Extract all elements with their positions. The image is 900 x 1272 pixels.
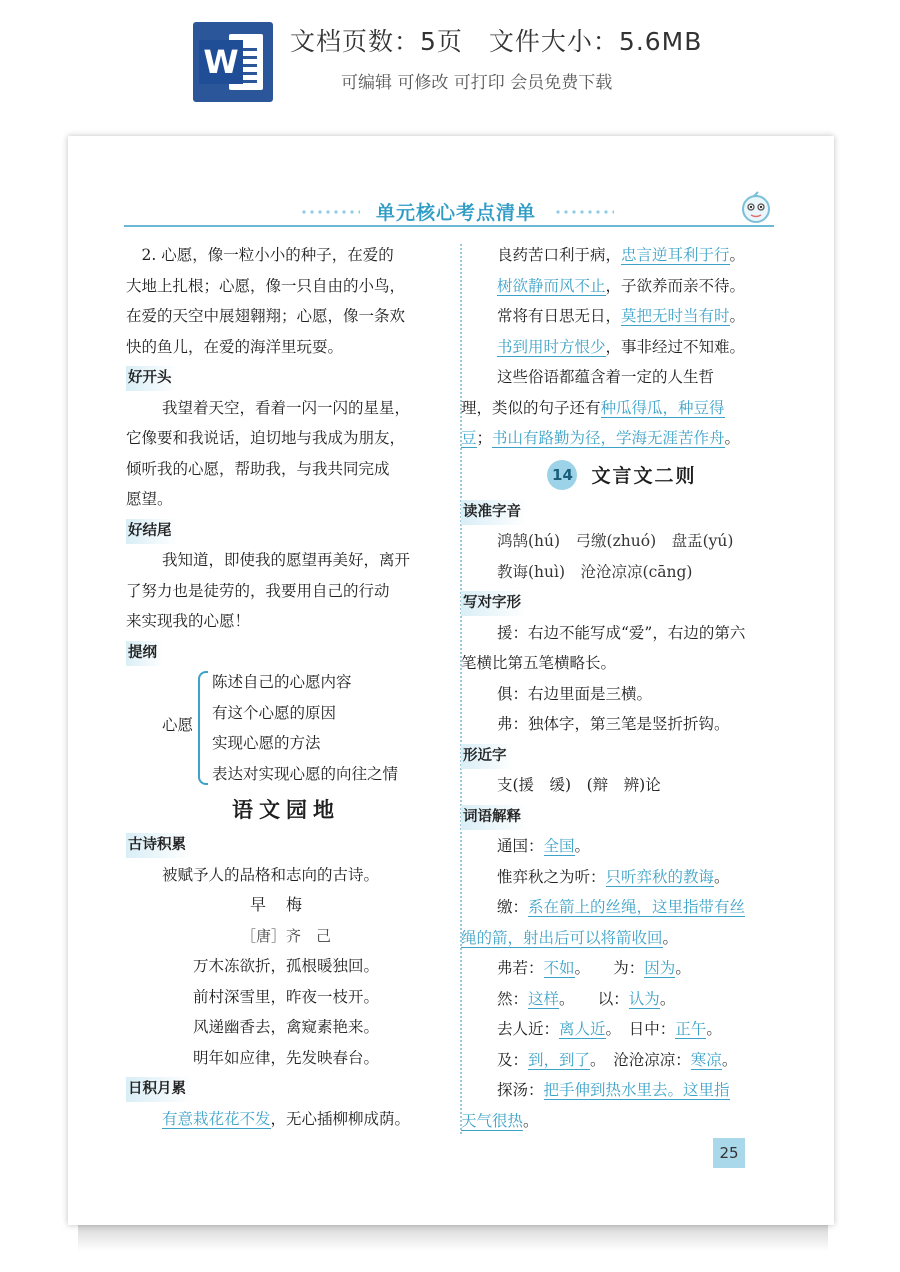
text-fragment: 良药苦口利于病， (497, 246, 622, 264)
text-fragment: 。 (714, 867, 730, 886)
text-line: 被赋予人的品格和志向的古诗。 (162, 865, 380, 884)
text-line: 2. 心愿，像一粒小小的种子，在爱的 (126, 246, 394, 264)
text-fragment: 。 日中： (605, 1020, 676, 1038)
text-fragment: ，无心插柳柳成荫。 (270, 1109, 411, 1128)
text-line (461, 332, 783, 363)
pinyin-line: 教诲(huì) 沧沧凉凉(cāng) (497, 562, 693, 581)
document-features: 可编辑 可修改 可打印 会员免费下载 (341, 73, 613, 93)
text-line: 援：右边不能写成“爱”，右边的第六 (497, 623, 746, 642)
section-label-daily: 日积月累 (126, 1077, 192, 1102)
poem-author: ［唐］齐 己 (240, 926, 331, 945)
lesson-number-badge: 14 (547, 460, 577, 490)
vocab-line (461, 923, 783, 954)
poem-line: 万木冻欲折，孤根暖独回。 (192, 957, 379, 975)
text-line (461, 240, 783, 271)
section-label-similar-chars: 形近字 (461, 744, 513, 769)
poem-line: 明年如应律，先发映春台。 (192, 1048, 379, 1067)
text-line: 了努力也是徒劳的，我要用自己的行动 (126, 581, 390, 600)
answer-highlight: 把手伸到热水里去。这里指 (543, 1081, 730, 1099)
answer-highlight: 寒凉 (690, 1050, 722, 1069)
brace-icon (198, 671, 208, 785)
answer-highlight: 这样 (528, 989, 560, 1008)
vocab-line (461, 984, 783, 1015)
outline-key: 心愿 (162, 716, 194, 734)
vocab-line (461, 892, 783, 923)
answer-highlight: 忠言逆耳利于行 (621, 246, 730, 264)
text-fragment: ； (476, 429, 493, 447)
section-label-pronunciation: 读准字音 (461, 500, 527, 525)
poem-title: 早梅 (249, 895, 322, 914)
lesson-heading (461, 454, 783, 496)
text-fragment: 。 为： (574, 959, 645, 977)
text-fragment: 通国： (497, 837, 544, 855)
vocab-line (461, 831, 783, 862)
left-column (126, 240, 446, 1134)
outline-item: 实现心愿的方法 (212, 734, 321, 752)
text-fragment: 。 (675, 959, 691, 977)
header-dots-left (300, 209, 360, 215)
header-underline (124, 225, 774, 227)
answer-highlight: 有意栽花花不发 (162, 1109, 271, 1128)
poem-line: 前村深雪里，昨夜一枝开。 (192, 987, 379, 1006)
text-line (126, 1104, 446, 1135)
text-line: 在爱的天空中展翅翱翔；心愿，像一条欢 (126, 307, 406, 325)
vocab-line (461, 1106, 783, 1137)
mascot-icon (738, 190, 774, 226)
outline-item: 陈述自己的心愿内容 (212, 673, 352, 691)
text-line: 弗：独体字，第三笔是竖折折钩。 (497, 715, 730, 733)
vocab-line (461, 1045, 783, 1076)
document-page (68, 136, 834, 1225)
section-label-good-start: 好开头 (126, 366, 178, 391)
answer-highlight: 系在箭上的丝绳，这里指带有丝 (528, 898, 746, 916)
text-fragment: ，子欲养而亲不待。 (605, 276, 746, 295)
poem-line: 风递幽香去，禽窥素艳来。 (192, 1018, 379, 1036)
outline-diagram (126, 667, 446, 791)
section-label-writing: 写对字形 (461, 591, 527, 616)
answer-highlight: 莫把无时当有时 (621, 307, 730, 325)
answer-highlight: 只听弈秋的教诲 (605, 867, 715, 886)
lesson-title: 文言文二则 (591, 465, 697, 487)
document-info: 文档页数：5页 文件大小：5.6MB (290, 27, 703, 56)
text-fragment: 。 以： (559, 989, 629, 1008)
answer-highlight: 不如 (543, 959, 575, 977)
right-column (461, 240, 783, 1136)
section-label-vocabulary: 词语解释 (461, 805, 527, 830)
section-label-outline: 提纲 (126, 641, 163, 666)
text-fragment: 然： (497, 989, 529, 1008)
answer-highlight: 书山有路勤为径，学海无涯苦作舟 (492, 429, 725, 447)
text-fragment: 常将有日思无日， (497, 307, 622, 325)
page-shadow (78, 1225, 828, 1251)
text-line: 它像要和我说话，迫切地与我成为朋友， (126, 429, 406, 447)
text-fragment: 弗若： (497, 959, 544, 977)
answer-highlight: 豆 (461, 429, 477, 447)
answer-highlight: 认为 (628, 989, 660, 1008)
text-line: 快的鱼儿，在爱的海洋里玩耍。 (126, 337, 344, 356)
header-dots-right (554, 209, 614, 215)
text-line (461, 271, 783, 302)
text-line: 支(援 缓) (辩 辨)论 (497, 776, 661, 794)
outline-item: 有这个心愿的原因 (212, 703, 337, 722)
section-title: 单元核心考点清单 (375, 202, 536, 224)
text-line: 这些俗语都蕴含着一定的人生哲 (497, 368, 715, 386)
text-fragment: 。 (729, 246, 746, 264)
text-line: 来实现我的心愿！ (126, 612, 251, 630)
text-fragment: 。 沧沧凉凉： (590, 1050, 691, 1069)
answer-highlight: 书到用时方恨少 (497, 337, 606, 356)
vocab-line (461, 1075, 783, 1106)
word-document-icon: W (193, 22, 273, 102)
text-fragment: 。 (706, 1020, 722, 1038)
section-label-good-end: 好结尾 (126, 519, 178, 544)
section-label-poem: 古诗积累 (126, 833, 192, 858)
garden-title: 语文园地 (232, 797, 340, 822)
text-fragment: 探汤： (497, 1081, 544, 1099)
vocab-line (461, 1014, 783, 1045)
answer-highlight: 种瓜得瓜，种豆得 (600, 398, 725, 417)
text-fragment: 。 (523, 1111, 539, 1130)
answer-highlight: 到，到了 (528, 1050, 591, 1069)
text-line (461, 423, 783, 454)
page-number: 25 (713, 1138, 745, 1168)
pinyin-line: 鸿鹄(hú) 弓缴(zhuó) 盘盂(yú) (497, 532, 734, 550)
text-line: 倾听我的心愿，帮助我，与我共同完成 (126, 459, 390, 478)
text-line: 愿望。 (126, 490, 173, 508)
text-line: 俱：右边里面是三横。 (497, 684, 653, 703)
text-line: 笔横比第五笔横略长。 (461, 654, 617, 672)
text-fragment: 及： (497, 1050, 529, 1069)
answer-highlight: 树欲静而风不止 (497, 276, 606, 295)
text-fragment: 。 (662, 928, 679, 947)
text-line (461, 393, 783, 424)
text-fragment: 理，类似的句子还有 (461, 398, 601, 417)
text-line: 我知道，即使我的愿望再美好，离开 (162, 551, 411, 569)
text-line (461, 301, 783, 332)
text-fragment: 去人近： (497, 1020, 560, 1038)
download-banner (0, 0, 900, 125)
text-fragment: 。 (729, 307, 746, 325)
answer-highlight: 绳的箭，射出后可以将箭收回 (461, 928, 663, 947)
text-fragment: 惟弈秋之为听： (497, 867, 606, 886)
answer-highlight: 天气很热 (461, 1111, 524, 1130)
text-fragment: 。 (574, 837, 591, 855)
answer-highlight: 离人近 (559, 1020, 606, 1038)
vocab-line (461, 862, 783, 893)
text-line: 我望着天空，看着一闪一闪的星星， (162, 398, 411, 417)
text-line: 大地上扎根；心愿，像一只自由的小鸟， (126, 276, 406, 295)
text-fragment: ，事非经过不知难。 (605, 337, 746, 356)
answer-highlight: 全国 (543, 837, 575, 855)
text-fragment: 。 (724, 429, 741, 447)
text-fragment: 。 (721, 1050, 738, 1069)
outline-item: 表达对实现心愿的向往之情 (212, 764, 399, 783)
text-fragment: 。 (659, 989, 676, 1008)
answer-highlight: 因为 (644, 959, 676, 977)
text-fragment: 缴： (497, 898, 529, 916)
answer-highlight: 正午 (675, 1020, 707, 1038)
vocab-line (461, 953, 783, 984)
